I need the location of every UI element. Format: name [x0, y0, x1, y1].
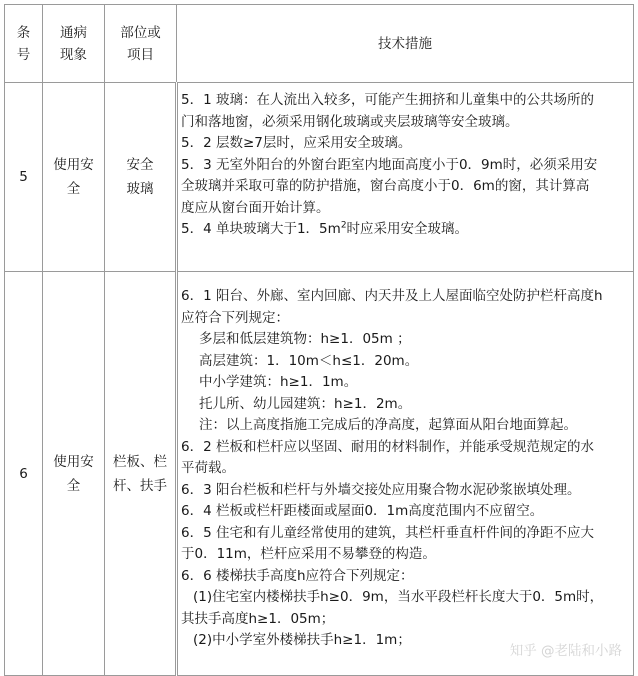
measures-cell — [177, 83, 634, 272]
measure-line: 6．4 栏板或栏杆距楼面或屋面0．1m高度范围内不应留空。 — [181, 503, 544, 519]
measure-line: 5．2 层数≥7层时，应采用安全玻璃。 — [181, 135, 412, 151]
measure-line: 6．1 阳台、外廊、室内回廊、内天井及上人屋面临空处防护栏杆高度h — [181, 288, 603, 304]
measure-line: 高层建筑：1．10m＜h≤1．20m。 — [199, 352, 419, 369]
measure-line: 6．6 楼梯扶手高度h应符合下列规定： — [181, 567, 414, 584]
superscript: 2 — [340, 220, 347, 231]
header-row — [5, 5, 634, 83]
measure-line: 6．3 阳台栏板和栏杆与外墙交接处应用聚合物水泥砂浆嵌填处理。 — [181, 481, 581, 498]
measure-line: 5．4 单块玻璃大于1．$5m^2$时应采用安全玻璃。 — [181, 220, 469, 237]
measure-line: (2)中小学室外楼梯扶手h≥1．1m； — [193, 632, 411, 648]
measure-line: 多层和低层建筑物：h≥1．05m ； — [199, 331, 411, 347]
clause-number: 6 — [5, 272, 43, 676]
header-common-defect: 通病 现象 — [43, 5, 105, 83]
defect-cell: 使用安 全 — [43, 83, 105, 272]
measure-line: 度应从窗台面开始计算。 — [181, 199, 330, 216]
header-clause-no: 条 号 — [5, 5, 43, 83]
measure-line: 5．3 无室外阳台的外窗台距室内地面高度小于0．9m时，必须采用安 — [181, 156, 598, 173]
table-row — [5, 83, 634, 272]
measure-line: 中小学建筑：h≥1．1m。 — [199, 374, 358, 390]
table-row — [5, 272, 634, 676]
measure-line: 平荷载。 — [181, 460, 235, 476]
measure-line: 托儿所、幼儿园建筑：h≥1．2m。 — [199, 395, 412, 412]
measure-line: 门和落地窗，必须采用钢化玻璃或夹层玻璃等安全玻璃。 — [181, 113, 519, 130]
header-location-item: 部位或 项目 — [105, 5, 177, 83]
item-cell: 安全 玻璃 — [105, 83, 177, 272]
standards-table — [4, 4, 634, 676]
measure-line: 于0．11m，栏杆应采用不易攀登的构造。 — [181, 546, 436, 562]
measure-line: 其扶手高度h≥1．05m； — [181, 610, 335, 627]
measure-line: 注：以上高度指施工完成后的净高度，起算面从阳台地面算起。 — [199, 417, 577, 433]
defect-cell: 使用安 全 — [43, 272, 105, 676]
measure-line: 6．5 住宅和有儿童经常使用的建筑，其栏杆垂直杆件间的净距不应大 — [181, 524, 594, 541]
measure-line: (1)住宅室内楼梯扶手h≥0．9m，当水平段栏杆长度大于0．5m时， — [193, 589, 604, 605]
item-cell: 栏板、栏 杆、扶手 — [105, 272, 177, 676]
measure-line: 全玻璃并采取可靠的防护措施，窗台高度小于0．6m的窗，其计算高 — [181, 178, 590, 194]
watermark-text: 知乎 @老陆和小路 — [509, 643, 622, 659]
measures-cell — [177, 272, 634, 676]
clause-number: 5 — [5, 83, 43, 272]
measure-line: 5．1 玻璃：在人流出入较多，可能产生拥挤和儿童集中的公共场所的 — [181, 92, 594, 108]
measure-line: 6．2 栏板和栏杆应以坚固、耐用的材料制作，并能承受规范规定的水 — [181, 438, 594, 455]
header-technical-measures: 技术措施 — [177, 5, 634, 83]
measure-line: 应符合下列规定： — [181, 309, 289, 326]
